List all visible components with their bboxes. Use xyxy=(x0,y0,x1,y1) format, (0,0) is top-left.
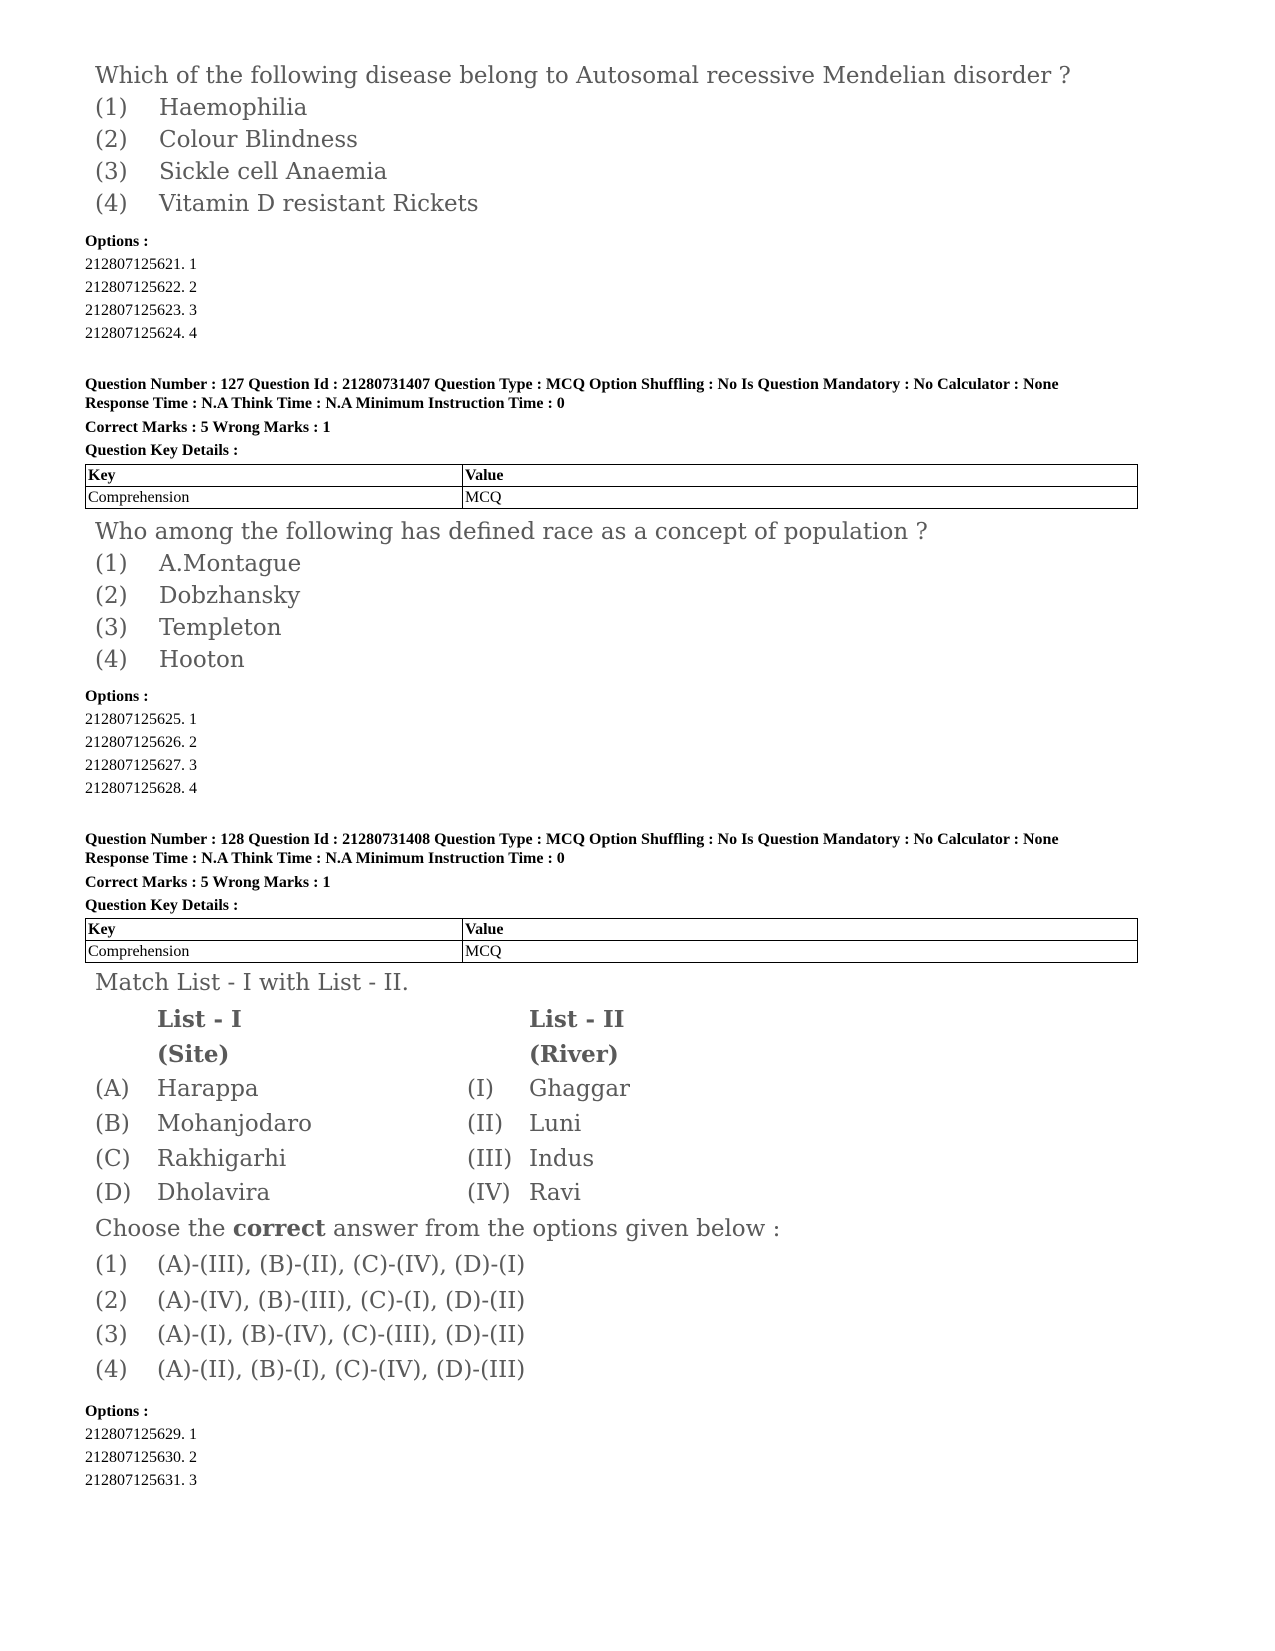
question-127-marks: Correct Marks : 5 Wrong Marks : 1 xyxy=(85,419,331,436)
option-text: Colour Blindness xyxy=(159,127,358,153)
options-label: Options : xyxy=(85,1403,149,1420)
option-text: Sickle cell Anaemia xyxy=(159,159,388,185)
list-1-letter: (B) xyxy=(95,1111,130,1137)
question-128-meta xyxy=(85,830,1059,868)
option-text: Templeton xyxy=(159,615,282,641)
option-text: A.Montague xyxy=(159,551,302,577)
question-128-options xyxy=(85,1400,197,1492)
instruction-text: answer from the options given below : xyxy=(325,1216,781,1242)
table-row xyxy=(86,941,1138,963)
answer-option xyxy=(95,124,1071,156)
list-2-item: Indus xyxy=(529,1146,595,1172)
question-128-key-details-label: Question Key Details : xyxy=(85,897,239,914)
meta-line: Question Number : 127 Question Id : 21280731407 Question Type : MCQ Option Shuffling : No Is Question Mandatory : No Calculator : None xyxy=(85,376,1059,393)
meta-line: Question Number : 128 Question Id : 21280731408 Question Type : MCQ Option Shuffling : No Is Question Mandatory : No Calculator : None xyxy=(85,831,1059,848)
list-1-item: Dholavira xyxy=(157,1180,271,1206)
option-number: (1) xyxy=(95,95,128,121)
list-1-item: Mohanjodaro xyxy=(157,1111,312,1137)
option-text: (A)-(II), (B)-(I), (C)-(IV), (D)-(III) xyxy=(157,1357,526,1383)
option-id: 212807125629. 1 xyxy=(85,1426,197,1443)
list-1-letter: (D) xyxy=(95,1180,132,1206)
question-128-key-table xyxy=(85,918,1138,963)
table-header-row xyxy=(86,919,1138,941)
option-number: (3) xyxy=(95,1322,128,1348)
option-text: (A)-(I), (B)-(IV), (C)-(III), (D)-(II) xyxy=(157,1322,526,1348)
list-2-title: List - II xyxy=(529,1006,625,1033)
list-2-numeral: (II) xyxy=(467,1111,504,1137)
option-id: 212807125622. 2 xyxy=(85,279,197,296)
answer-option xyxy=(95,612,928,644)
answer-option xyxy=(95,644,928,676)
list-2-numeral: (I) xyxy=(467,1076,495,1102)
option-id: 212807125627. 3 xyxy=(85,757,197,774)
list-2-numeral: (III) xyxy=(467,1146,513,1172)
table-row xyxy=(86,487,1138,509)
meta-line: Response Time : N.A Think Time : N.A Minimum Instruction Time : 0 xyxy=(85,850,565,867)
question-stem: Which of the following disease belong to Autosomal recessive Mendelian disorder ? xyxy=(95,63,1071,89)
list-1-letter: (A) xyxy=(95,1076,130,1102)
list-2-item: Ravi xyxy=(529,1180,581,1206)
option-text: Haemophilia xyxy=(159,95,308,121)
question-128-marks: Correct Marks : 5 Wrong Marks : 1 xyxy=(85,874,331,891)
option-number: (3) xyxy=(95,615,128,641)
option-number: (2) xyxy=(95,583,128,609)
option-id: 212807125623. 3 xyxy=(85,302,197,319)
option-number: (1) xyxy=(95,551,128,577)
options-label: Options : xyxy=(85,233,149,250)
list-1-item: Rakhigarhi xyxy=(157,1146,287,1172)
option-id: 212807125626. 2 xyxy=(85,734,197,751)
question-126-options xyxy=(85,230,197,345)
list-2-subtitle: (River) xyxy=(529,1041,619,1068)
option-id: 212807125631. 3 xyxy=(85,1472,197,1489)
table-header-key: Key xyxy=(86,919,463,941)
option-id: 212807125628. 4 xyxy=(85,780,197,797)
question-stem: Match List - I with List - II. xyxy=(95,970,409,996)
list-2-numeral: (IV) xyxy=(467,1180,511,1206)
instruction-emphasis: correct xyxy=(232,1215,326,1242)
answer-option xyxy=(95,188,1071,220)
option-text: (A)-(III), (B)-(II), (C)-(IV), (D)-(I) xyxy=(157,1252,526,1278)
answer-option xyxy=(95,156,1071,188)
table-header-key: Key xyxy=(86,465,463,487)
table-cell-key: Comprehension xyxy=(86,941,463,963)
choose-instruction xyxy=(95,1215,780,1242)
table-cell-value: MCQ xyxy=(463,941,1138,963)
option-number: (3) xyxy=(95,159,128,185)
question-126-image xyxy=(95,60,1071,220)
option-text: Hooton xyxy=(159,647,245,673)
question-stem: Who among the following has defined race as a concept of population ? xyxy=(95,519,928,545)
list-1-item: Harappa xyxy=(157,1076,259,1102)
option-text: (A)-(IV), (B)-(III), (C)-(I), (D)-(II) xyxy=(157,1288,526,1314)
list-1-title: List - I xyxy=(157,1006,242,1033)
option-id: 212807125624. 4 xyxy=(85,325,197,342)
question-127-options xyxy=(85,685,197,800)
option-number: (4) xyxy=(95,647,128,673)
answer-option xyxy=(95,92,1071,124)
answer-option xyxy=(95,548,928,580)
question-127-meta xyxy=(85,375,1059,413)
option-id: 212807125625. 1 xyxy=(85,711,197,728)
option-id: 212807125621. 1 xyxy=(85,256,197,273)
option-id: 212807125630. 2 xyxy=(85,1449,197,1466)
question-128-image xyxy=(95,970,795,1390)
option-number: (2) xyxy=(95,1288,128,1314)
option-text: Dobzhansky xyxy=(159,583,301,609)
option-number: (4) xyxy=(95,191,128,217)
table-header-row xyxy=(86,465,1138,487)
question-127-image xyxy=(95,516,928,676)
list-2-item: Ghaggar xyxy=(529,1076,631,1102)
table-header-value: Value xyxy=(463,465,1138,487)
option-number: (1) xyxy=(95,1252,128,1278)
list-1-subtitle: (Site) xyxy=(157,1041,230,1068)
meta-line: Response Time : N.A Think Time : N.A Minimum Instruction Time : 0 xyxy=(85,395,565,412)
options-label: Options : xyxy=(85,688,149,705)
instruction-text: Choose the xyxy=(95,1216,233,1242)
option-number: (4) xyxy=(95,1357,128,1383)
question-127-key-details-label: Question Key Details : xyxy=(85,442,239,459)
table-cell-value: MCQ xyxy=(463,487,1138,509)
list-1-letter: (C) xyxy=(95,1146,131,1172)
question-127-key-table xyxy=(85,464,1138,509)
list-2-item: Luni xyxy=(529,1111,582,1137)
answer-option xyxy=(95,580,928,612)
option-number: (2) xyxy=(95,127,128,153)
table-cell-key: Comprehension xyxy=(86,487,463,509)
option-text: Vitamin D resistant Rickets xyxy=(159,191,479,217)
table-header-value: Value xyxy=(463,919,1138,941)
